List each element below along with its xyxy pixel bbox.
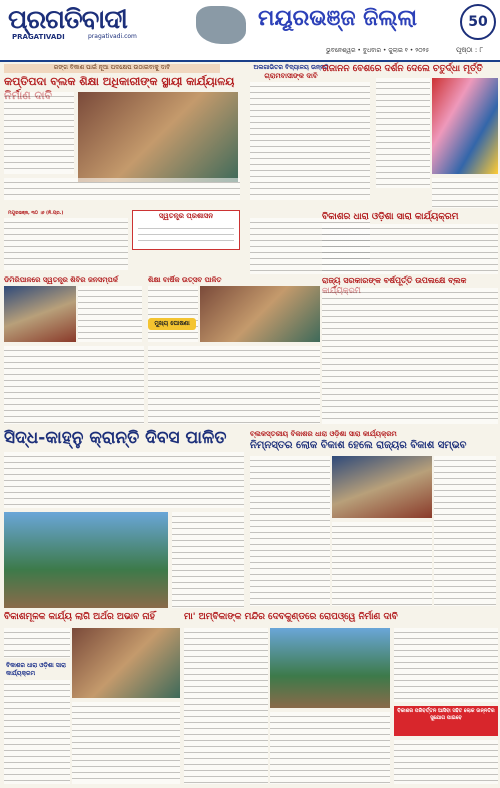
info-box-title: ସ୍ୱତନ୍ତ୍ର ପ୍ରଶାସନ [158,212,214,220]
info-box-text [138,224,234,246]
article-text [250,456,330,606]
article-text [4,178,240,200]
article-headline: ବିକାଶମୂଳକ କାର୍ଯ୍ୟ ଲାଗି ଅର୍ଥର ଅଭାବ ନାହିଁ [4,612,155,622]
article-headline: ଗଜାନନ ବେଶରେ ଦର୍ଶନ ଦେଲେ ଚତୁର୍ଦ୍ଧା ମୂର୍ତ୍ତି [322,64,483,74]
article-headline: ମା' ଅମ୍ବିକାଙ୍କ ମନ୍ଦିର ଦେବକୁଣ୍ଡରେ ରୋପଓ୍ୱେ ନିର୍ମାଣ ଦାବି [184,612,398,622]
article-tag: ଅଲଗାଭିତର ବିଦ୍ୟାଳୟ ଉନ୍ନତି [253,64,329,71]
rally-photo [4,512,168,608]
anniversary-badge: 50 [460,4,496,40]
article-text [4,452,244,508]
article-text [148,346,320,424]
article-headline: ରାଜ୍ୟ ସରକାରଙ୍କ ବର୍ଷପୂର୍ତ୍ତି ଉପଲକ୍ଷେ ବ୍ଲକ [322,276,467,285]
highlight-box: ବିକାଶର ପରିବର୍ତ୍ତନ ଆସିବା ସହିତ ଲୋକ ଉନ୍ନତିର ସୁଯୋଗ ପାଇବେ [394,706,498,736]
article-text [322,224,498,274]
highlight-badge: ମୁଖ୍ୟ ଘୋଷଣା [148,318,196,330]
article-photo [78,92,238,182]
article-headline: ନିମ୍ନସ୍ତର ଲୋକ ବିକାଶ ହେଲେ ରାଜ୍ୟର ବିକାଶ ସମ୍ଭବ [250,440,467,451]
newspaper-logo: ପ୍ରଗତିବାଦୀ [8,4,127,34]
article-text [4,628,70,658]
article-photo [4,286,76,342]
article-headline: ଶିକ୍ଷା ବାର୍ଷିକ ଉତ୍ସବ ପାଳିତ [148,276,222,284]
article-dateline: ମୟୂରଭଞ୍ଜ, ୩୦ ।୬ (ନି.ପ୍ର.) [8,211,64,216]
festival-photo [432,78,498,174]
article-photo [200,286,320,342]
district-map-icon [196,6,246,44]
article-text [172,512,244,608]
article-text [376,78,430,188]
article-text [394,628,498,702]
website-url: pragativadi.com [88,33,137,40]
dateline: ଭୁବନେଶ୍ୱର • ବୁଧବାର • ଜୁଲାଇ ୧ • ୨୦୨୫ [326,47,430,54]
article-tag: ରଙ୍ଗ ବିକାଶ ପାଇଁ ନୂଆ ପଦକ୍ଷେପ ଉଠାଇବାକୁ ଦାବି [4,64,220,73]
article-text [4,346,144,424]
district-title: ମୟୂରଭଞ୍ଜ ଜିଲ୍ଲା [258,6,418,31]
article-subheadline: ବିକାଶର ଧାରା ଓଡ଼ିଶା ସାରା କାର୍ଯ୍ୟକ୍ରମ [6,662,66,677]
article-text [434,456,496,606]
article-text [270,712,390,784]
article-photo [332,456,432,518]
temple-photo [270,628,390,708]
main-headline: ସିଦ୍ଧ-କାହ୍ନୁ କ୍ରାନ୍ତି ଦିବସ ପାଳିତ [4,428,227,448]
article-text [4,92,74,174]
article-subheadline: ବ୍ଲକସ୍ତରୀୟ ବିକାଶର ଧାରା ଓଡ଼ିଶା ସାରା କାର୍ଯ୍ୟକ୍ରମ [250,430,397,438]
article-text [78,286,142,342]
article-photo [72,628,180,698]
article-headline: ଡିମିରିପାଳରେ ସ୍ୱତନ୍ତ୍ର ଶିବିର ଜନସମ୍ପର୍କ [4,276,118,284]
article-text [432,178,498,208]
article-text [72,702,180,784]
article-text [4,680,70,784]
article-text [184,628,268,784]
article-text [4,218,128,270]
article-text [322,288,498,424]
article-text [394,740,498,784]
article-text [250,82,370,200]
logo-subtitle: PRAGATIVADI [12,33,65,41]
article-headline: କପ୍ତିପଦା ବ୍ଲକ ଶିକ୍ଷା ଅଧିକାରୀଙ୍କ ସ୍ଥାୟୀ କାର୍ଯ୍ୟାଳୟ [4,75,235,88]
article-headline: ବିକାଶର ଧାରା ଓଡ଼ିଶା ସାରା କାର୍ଯ୍ୟକ୍ରମ [322,212,459,222]
article-text [148,286,198,342]
page-number: ପୃଷ୍ଠା : ୮ [456,46,484,54]
article-headline: ଗ୍ରାମବାସୀଙ୍କ ଦାବି [264,72,318,80]
article-text [332,522,432,606]
